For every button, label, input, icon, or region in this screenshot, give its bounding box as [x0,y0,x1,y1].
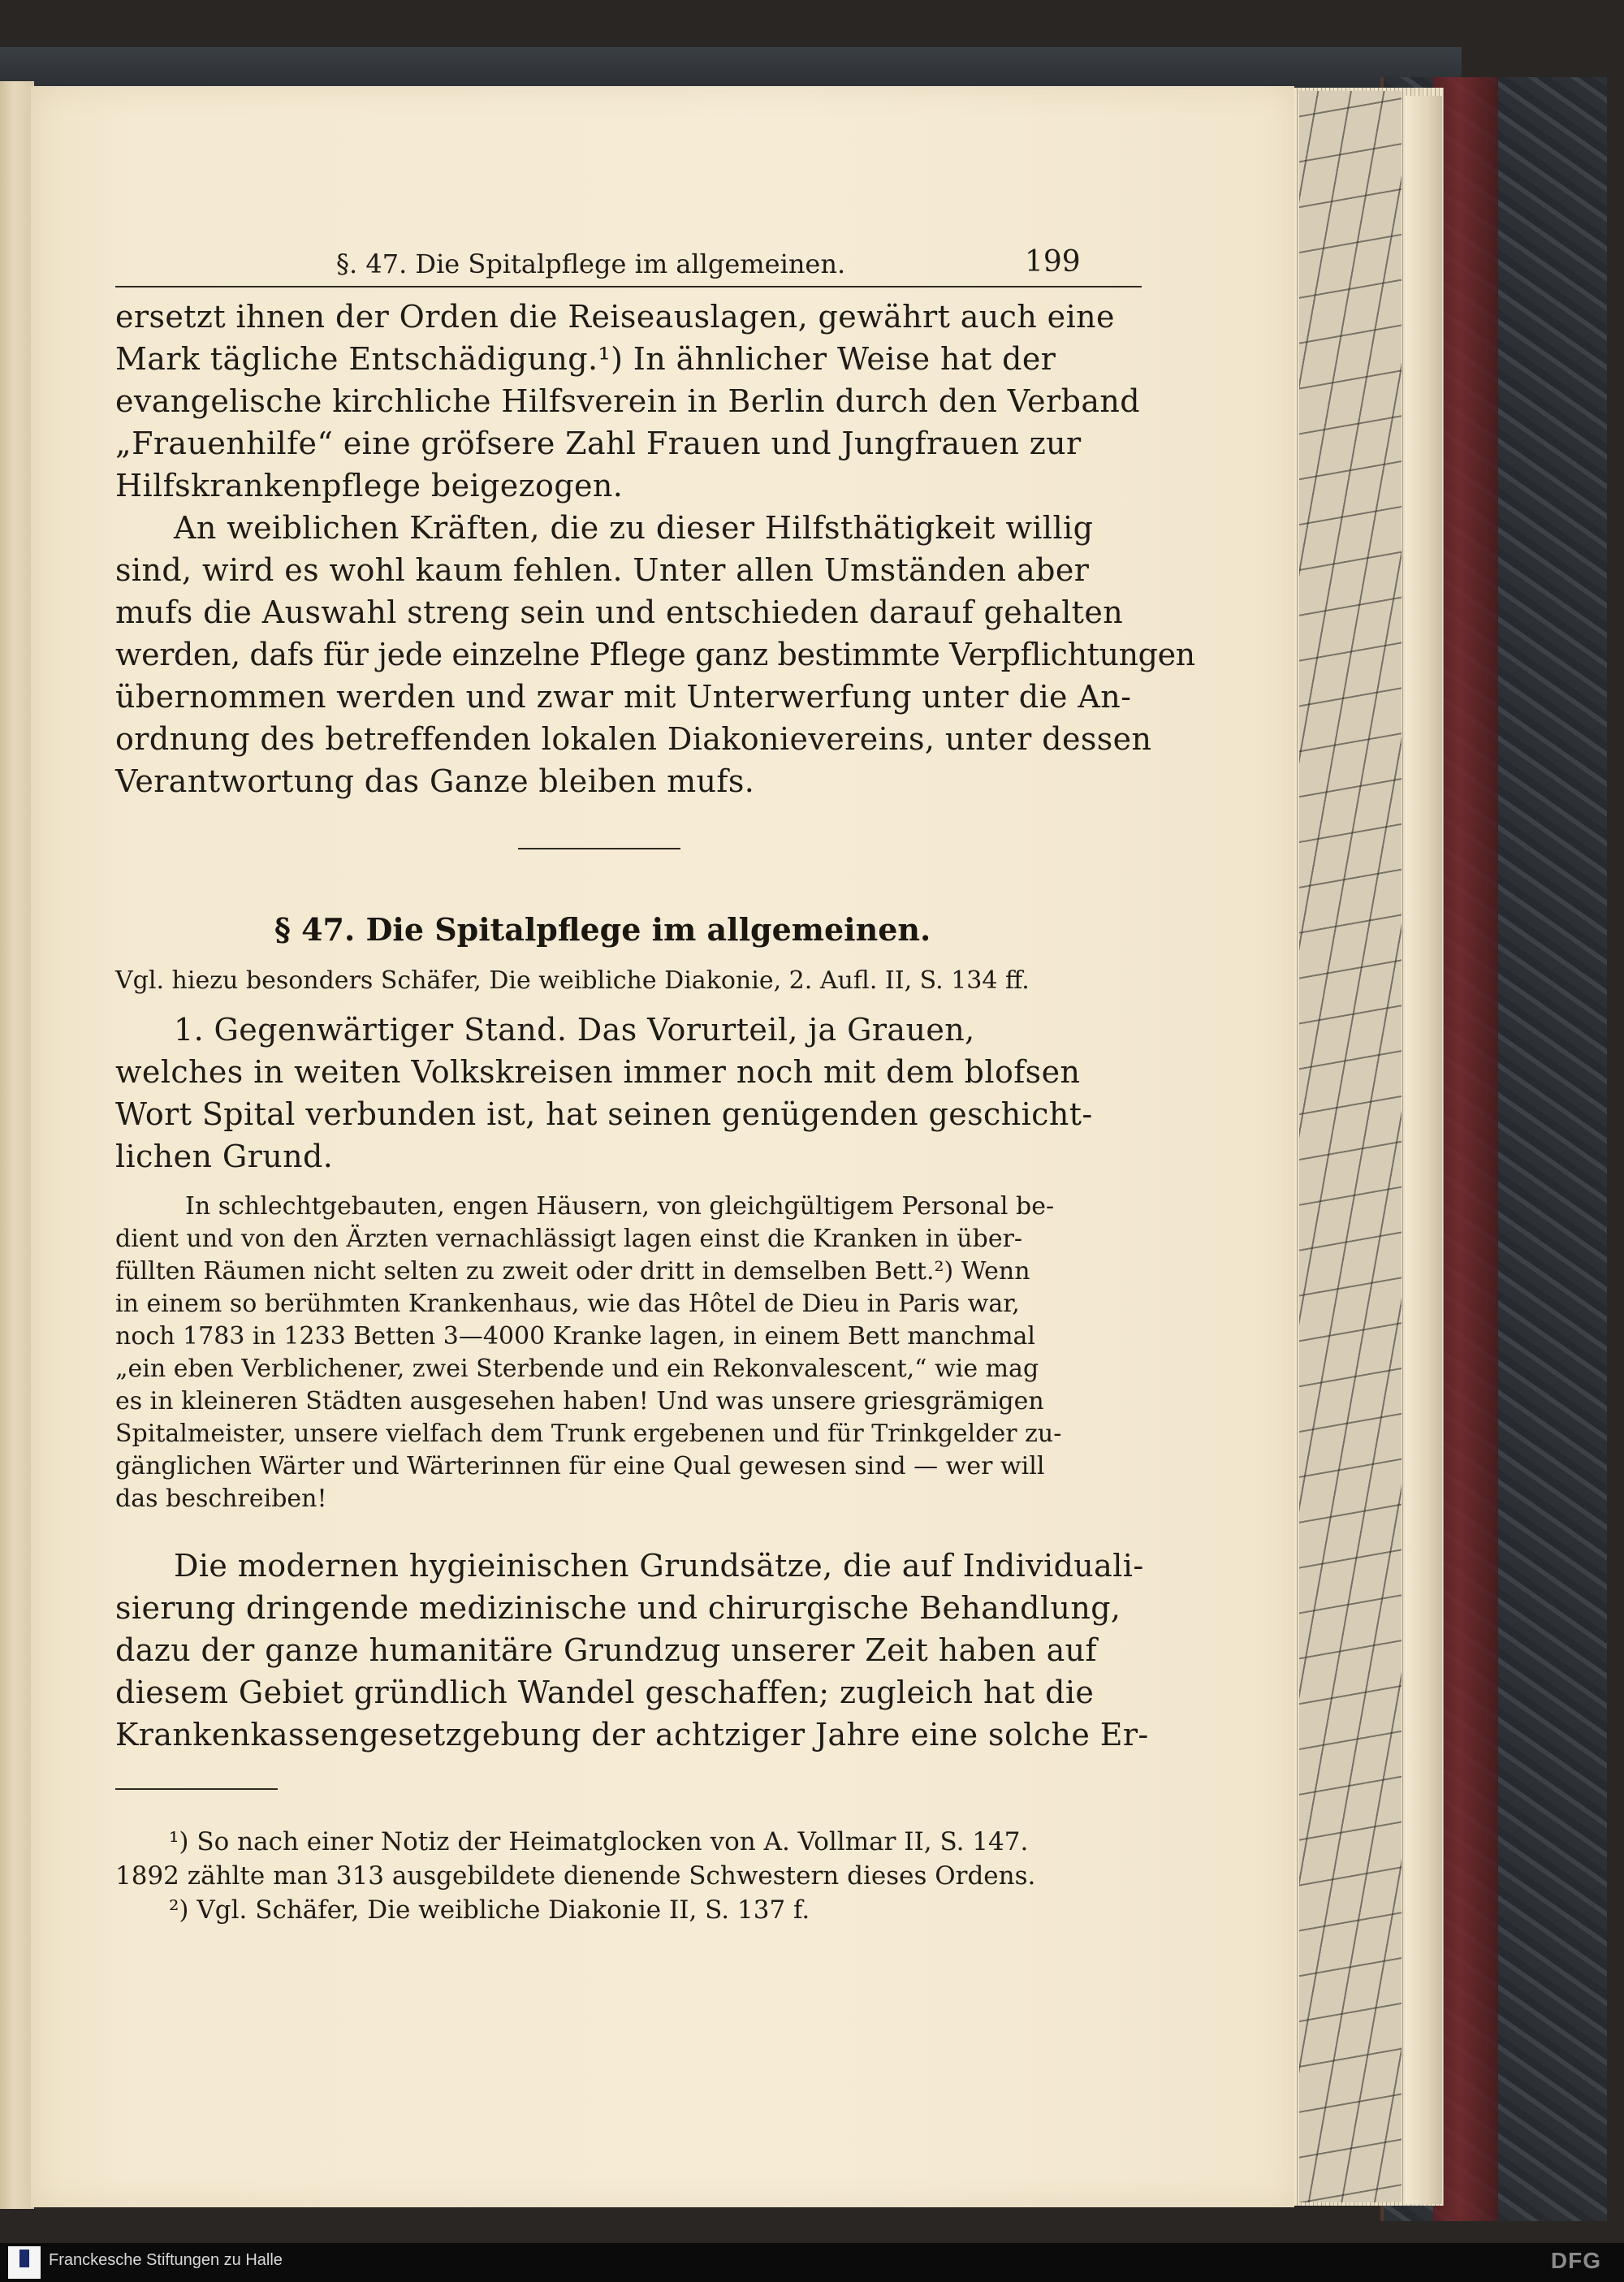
text-line: Hilfskrankenpflege beigezogen. [115,468,624,504]
section-divider [518,848,680,849]
book-cover-top [0,47,1462,88]
section-heading: § 47. Die Spitalpflege im allgemeinen. [274,911,931,948]
header-rule [115,286,1142,287]
text-line: lichen Grund. [115,1139,334,1174]
text-line: füllten Räumen nicht selten zu zweit oder dritt in demselben Bett.²) Wenn [115,1257,1030,1286]
institution-logo-mark [19,2250,29,2267]
text-line: werden, dafs für jede einzelne Pflege ganz bestimmte Verpflichtungen [115,637,1195,672]
footnote-line: 1892 zählte man 313 ausgebildete dienende Schwestern dieses Ordens. [115,1861,1036,1891]
footnote-rule [115,1788,278,1790]
text-line: gänglichen Wärter und Wärterinnen für eine Qual gewesen sind — wer will [115,1452,1045,1480]
text-line: „Frauenhilfe“ eine gröfsere Zahl Frauen und Jungfrauen zur [115,426,1082,461]
text-line: dazu der ganze humanitäre Grundzug unserer Zeit haben auf [115,1632,1097,1668]
text-line: Wort Spital verbunden ist, hat seinen genügenden geschicht- [115,1096,1093,1132]
text-line: in einem so berühmten Krankenhaus, wie das Hôtel de Dieu in Paris war, [115,1290,1020,1318]
text-line: dient und von den Ärzten vernachlässigt lagen einst die Kranken in über- [115,1225,1023,1253]
text-line: diesem Gebiet gründlich Wandel geschaffen; zugleich hat die [115,1675,1095,1710]
text-line: ordnung des betreffenden lokalen Diakonievereins, unter dessen [115,721,1152,757]
text-line: Spitalmeister, unsere vielfach dem Trunk ergebenen und für Trinkgelder zu- [115,1420,1062,1448]
text-line: An weiblichen Kräften, die zu dieser Hilfsthätigkeit willig [174,510,1094,546]
marbled-page-edge [1299,91,1402,2202]
text-line: es in kleineren Städten ausgesehen haben! Und was unsere griesgrämigen [115,1387,1044,1415]
text-line: Die modernen hygieinischen Grundsätze, die auf Individuali- [174,1548,1144,1584]
text-line: sind, wird es wohl kaum fehlen. Unter allen Umständen aber [115,552,1090,588]
text-line: Krankenkassengesetzgebung der achtziger Jahre eine solche Er- [115,1717,1149,1753]
text-line: übernommen werden und zwar mit Unterwerfung unter die An- [115,679,1132,715]
text-line: das beschreiben! [115,1485,327,1513]
page-number: 199 [1025,245,1081,279]
footnote-line: ¹) So nach einer Notiz der Heimatglocken von A. Vollmar II, S. 147. [169,1827,1029,1856]
text-line: ersetzt ihnen der Orden die Reiseauslagen, gewährt auch eine [115,299,1115,335]
text-line: Verantwortung das Ganze bleiben mufs. [115,763,755,799]
page-edge-strip [1405,96,1442,2204]
text-line: evangelische kirchliche Hilfsverein in Berlin durch den Verband [115,383,1140,419]
text-line: 1. Gegenwärtiger Stand. Das Vorurteil, ja Grauen, [174,1012,975,1048]
running-title: §. 47. Die Spitalpflege im allgemeinen. [336,249,846,279]
footnote-line: ²) Vgl. Schäfer, Die weibliche Diakonie II, S. 137 f. [169,1895,810,1925]
text-line: Mark tägliche Entschädigung.¹) In ähnlicher Weise hat der [115,341,1056,377]
text-line: noch 1783 in 1233 Betten 3—4000 Kranke lagen, in einem Bett manchmal [115,1322,1036,1351]
section-reference: Vgl. hiezu besonders Schäfer, Die weibliche Diakonie, 2. Aufl. II, S. 134 ff. [115,966,1030,995]
book-page [31,86,1294,2207]
text-line: mufs die Auswahl streng sein und entschieden darauf gehalten [115,594,1124,630]
left-page-edge [0,81,34,2209]
dfg-logo: DFG [1550,2248,1601,2273]
text-line: sierung dringende medizinische und chirurgische Behandlung, [115,1590,1121,1626]
text-line: „ein eben Verblichener, zwei Sterbende und ein Rekonvalescent,“ wie mag [115,1355,1039,1383]
institution-name[interactable]: Franckesche Stiftungen zu Halle [49,2251,283,2269]
text-line: In schlechtgebauten, engen Häusern, von gleichgültigem Personal be- [185,1192,1055,1221]
text-line: welches in weiten Volkskreisen immer noch mit dem blofsen [115,1054,1081,1090]
